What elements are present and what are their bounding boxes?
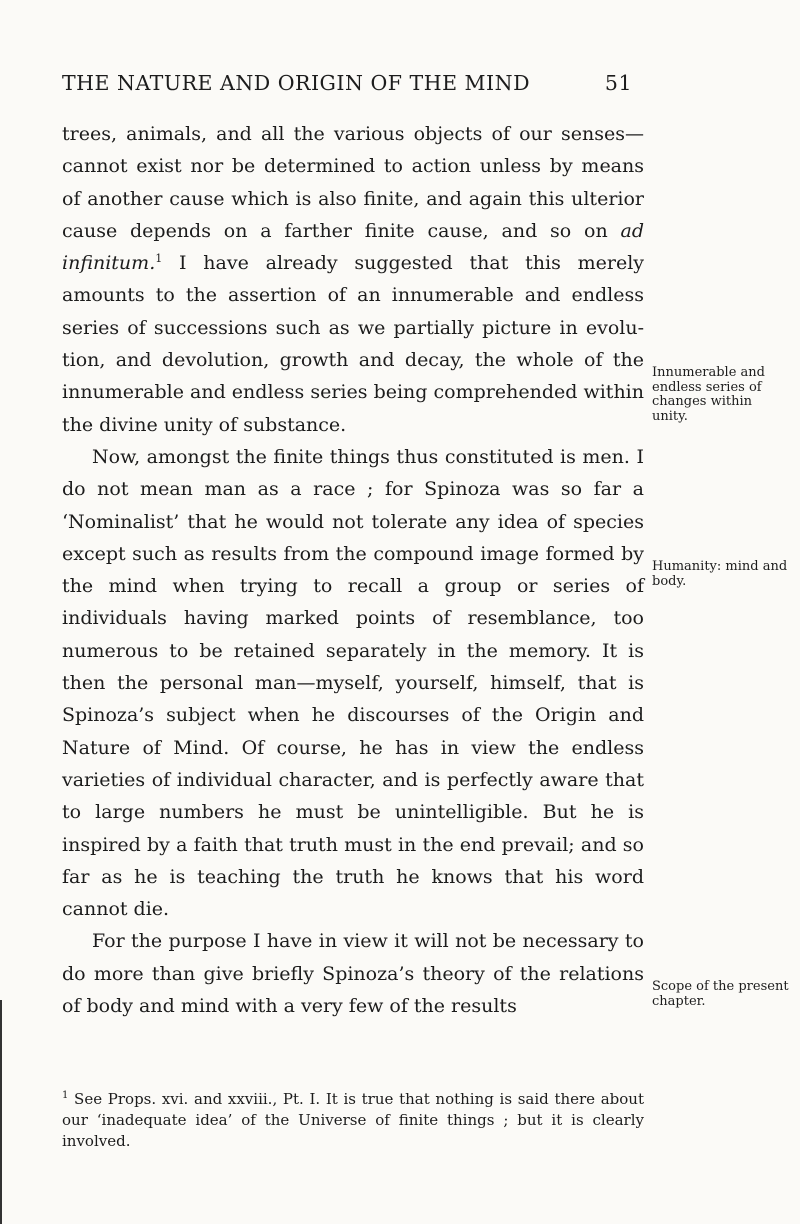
body-text: [62, 118, 644, 1022]
margin-note-humanity: Humanity: mind and body.: [652, 559, 788, 589]
italic-phrase: ad infinitum.: [62, 219, 644, 275]
paragraph-1: [62, 118, 644, 441]
footnote-reference: 1: [155, 252, 163, 266]
footnote-marker: 1: [62, 1090, 69, 1101]
margin-note-scope: Scope of the present chapter.: [652, 979, 789, 1009]
running-header: [62, 70, 632, 96]
header-title: THE NATURE AND ORIGIN OF THE MIND: [62, 71, 531, 95]
page-number: 51: [604, 71, 632, 95]
footnote: [62, 1089, 644, 1152]
paragraph-2: Now, amongst the finite things thus constituted is men. I do not mean man as a race ; for Spinoza was so far a ‘Nominalist’ that he would not tolerate any idea of species except such as results from the compound image formed by the mind when trying to recall a group or series of individuals having marked points of resemblance, too numerous to be retained separately in the memory. It is then the personal man—myself, yourself, himself, that is Spinoza’s subject when he discourses of the Origin and Nature of Mind. Of course, he has in view the endless varieties of individual character, and is perfectly aware that to large numbers he must be unintelligible. But he is inspired by a faith that truth must in the end prevail; and so far as he is teaching the truth he knows that his word cannot die.: [62, 445, 644, 921]
margin-note-innumerable: Innumerable and endless series of changes within unity.: [652, 365, 765, 424]
paragraph-1-end: I have already suggested that this merely amounts to the assertion of an innumerable and endless series of successions such as we partially picture in evolution, and devolution, growth and decay, the whole of the innumerable and endless series being comprehended within the divine unity of substance.: [62, 252, 644, 436]
footnote-text: See Props. xvi. and xxviii., Pt. I. It is true that nothing is said there about our ‘inadequate idea’ of the Universe of finite things ; but it is clearly involved.: [62, 1090, 644, 1150]
paragraph-3: For the purpose I have in view it will not be necessary to do more than give briefly Spinoza’s theory of the relations of body and mind with a very few of the results: [62, 930, 644, 1018]
paragraph-1-start: trees, animals, and all the various objects of our senses— cannot exist nor be determined to action unless by means of another cause which is also finite, and again this ulterior cause depends on a farther finite cause, and so on: [62, 123, 644, 242]
scan-edge-line: [0, 1000, 2, 1224]
